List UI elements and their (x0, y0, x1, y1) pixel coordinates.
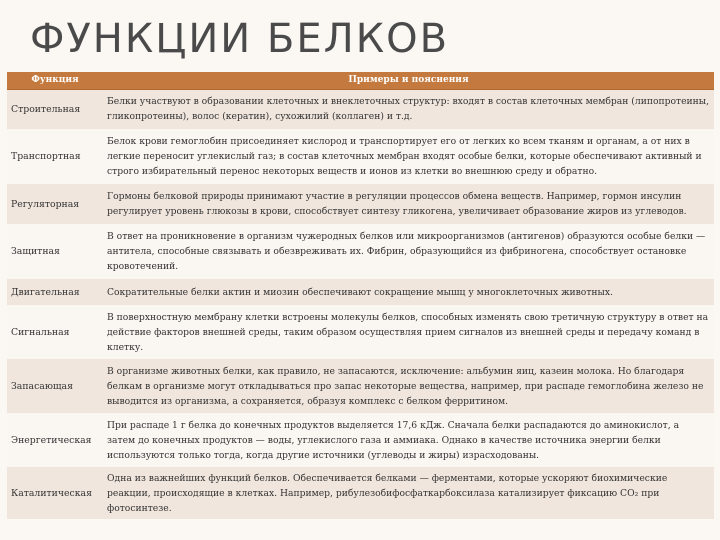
function-name: Регуляторная (7, 184, 103, 224)
function-name: Запасающая (7, 359, 103, 413)
table-row (7, 467, 714, 519)
functions-table (7, 72, 714, 519)
function-description: Белок крови гемоглобин присоединяет кислород и транспортирует его от легких ко всем тканям и органам, а от них в легкие переносит углекислый газ; в состав клеточных мембран входят особые белки, которые обеспечивают активный и строго избирательный перенос некоторых веществ и ионов из клетки во внешнюю среду и обратно. (103, 129, 714, 184)
table-row (7, 413, 714, 467)
table-row (7, 224, 714, 279)
function-name: Транспортная (7, 129, 103, 184)
function-name: Двигательная (7, 279, 103, 305)
function-description: Гормоны белковой природы принимают участие в регуляции процессов обмена веществ. Например, гормон инсулин регулирует уровень глюкозы в крови, способствует синтезу гликогена, увеличивает образование жиров из углеводов. (103, 184, 714, 224)
function-name: Защитная (7, 224, 103, 279)
table-row (7, 129, 714, 184)
function-name: Сигнальная (7, 305, 103, 359)
table-row (7, 305, 714, 359)
function-description: Одна из важнейших функций белков. Обеспечивается белками — ферментами, которые ускоряют биохимические реакции, происходящие в клетках. Например, рибулезобифосфаткарбоксилаза катализирует фиксацию СО₂ при фотосинтезе. (103, 467, 714, 519)
function-description: Сократительные белки актин и миозин обеспечивают сокращение мышц у многоклеточных животных. (103, 279, 714, 305)
function-description: Белки участвуют в образовании клеточных и внеклеточных структур: входят в состав клеточных мембран (липопротеины, гликопротеины), волос (кератин), сухожилий (коллаген) и т.д. (103, 89, 714, 129)
table-row (7, 359, 714, 413)
function-description: В поверхностную мембрану клетки встроены молекулы белков, способных изменять свою третичную структуру в ответ на действие факторов внешней среды, таким образом осуществляя прием сигналов из внешней среды и передачу команд в клетку. (103, 305, 714, 359)
page-title: ФУНКЦИИ БЕЛКОВ (30, 16, 450, 62)
column-header-examples: Примеры и пояснения (103, 72, 714, 89)
table-row (7, 279, 714, 305)
function-name: Каталитическая (7, 467, 103, 519)
column-header-function: Функция (7, 72, 103, 89)
function-name: Строительная (7, 89, 103, 129)
function-description: В ответ на проникновение в организм чужеродных белков или микроорганизмов (антигенов) образуются особые белки — антитела, способные связывать и обезвреживать их. Фибрин, образующийся из фибриногена, способствует остановке кровотечений. (103, 224, 714, 279)
function-name: Энергетическая (7, 413, 103, 467)
function-description: В организме животных белки, как правило, не запасаются, исключение: альбумин яиц, казеин молока. Но благодаря белкам в организме могут откладываться про запас некоторые вещества, например, при распаде гемоглобина железо не выводится из организма, а сохраняется, образуя комплекс с белком ферритином. (103, 359, 714, 413)
table-row (7, 89, 714, 129)
table-header-row (7, 72, 714, 89)
function-description: При распаде 1 г белка до конечных продуктов выделяется 17,6 кДж. Сначала белки распадаются до аминокислот, а затем до конечных продуктов — воды, углекислого газа и аммиака. Однако в качестве источника энергии белки используются только тогда, когда другие источники (углеводы и жиры) израсходованы. (103, 413, 714, 467)
table-row (7, 184, 714, 224)
